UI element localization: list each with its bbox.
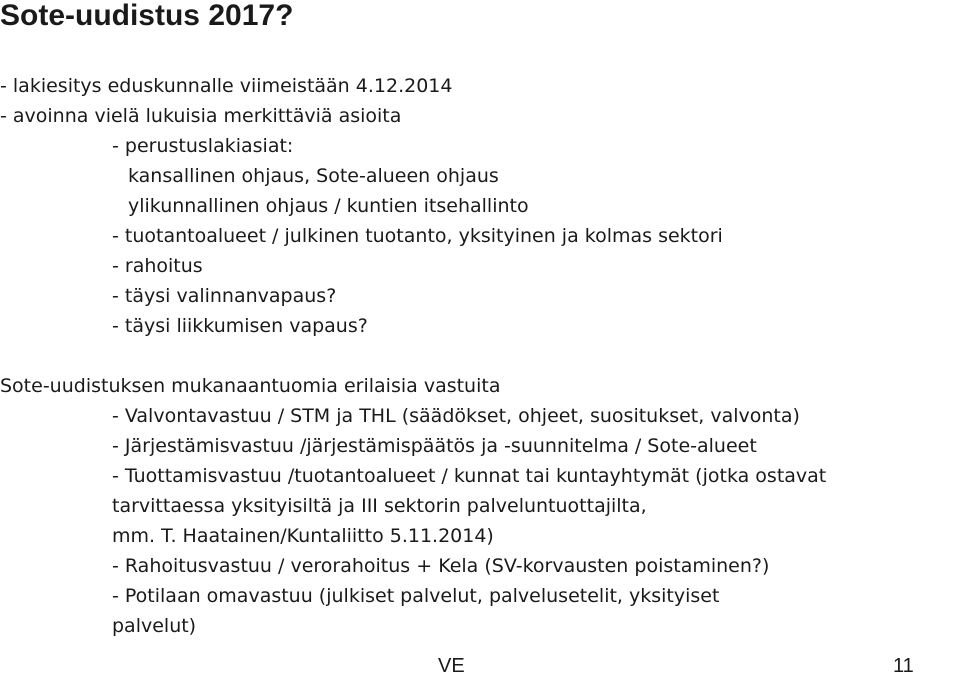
slide-title: Sote-uudistus 2017? xyxy=(0,0,294,32)
bullet-line: kansallinen ohjaus, Sote-alueen ohjaus xyxy=(128,165,499,187)
bullet-line: - perustuslakiasiat: xyxy=(112,135,294,157)
bullet-line: - rahoitus xyxy=(112,255,203,277)
bullet-line: - Valvontavastuu / STM ja THL (säädökset, ohjeet, suositukset, valvonta) xyxy=(112,405,800,427)
bullet-line: - Järjestämisvastuu /järjestämispäätös ja -suunnitelma / Sote-alueet xyxy=(112,435,757,457)
bullet-line: - lakiesitys eduskunnalle viimeistään 4.12.2014 xyxy=(0,75,453,97)
bullet-line: mm. T. Haatainen/Kuntaliitto 5.11.2014) xyxy=(112,525,494,547)
bullet-line: tarvittaessa yksityisiltä ja III sektorin palveluntuottajilta, xyxy=(112,495,647,517)
bullet-line: - täysi valinnanvapaus? xyxy=(112,285,337,307)
bullet-line: - avoinna vielä lukuisia merkittäviä asioita xyxy=(0,105,402,127)
bullet-line: palvelut) xyxy=(112,615,197,637)
bullet-line: - täysi liikkumisen vapaus? xyxy=(112,315,368,337)
bullet-line: - tuotantoalueet / julkinen tuotanto, yksityinen ja kolmas sektori xyxy=(112,225,723,247)
bullet-line: ylikunnallinen ohjaus / kuntien itsehallinto xyxy=(128,195,529,217)
bullet-line: - Tuottamisvastuu /tuotantoalueet / kunnat tai kuntayhtymät (jotka ostavat xyxy=(112,465,827,487)
page-number: 11 xyxy=(893,655,914,677)
footer-author: VE xyxy=(438,655,465,677)
bullet-line: - Rahoitusvastuu / verorahoitus + Kela (SV-korvausten poistaminen?) xyxy=(112,555,770,577)
bullet-line: - Potilaan omavastuu (julkiset palvelut, palvelusetelit, yksityiset xyxy=(112,585,720,607)
section-heading: Sote-uudistuksen mukanaantuomia erilaisia vastuita xyxy=(0,375,501,397)
